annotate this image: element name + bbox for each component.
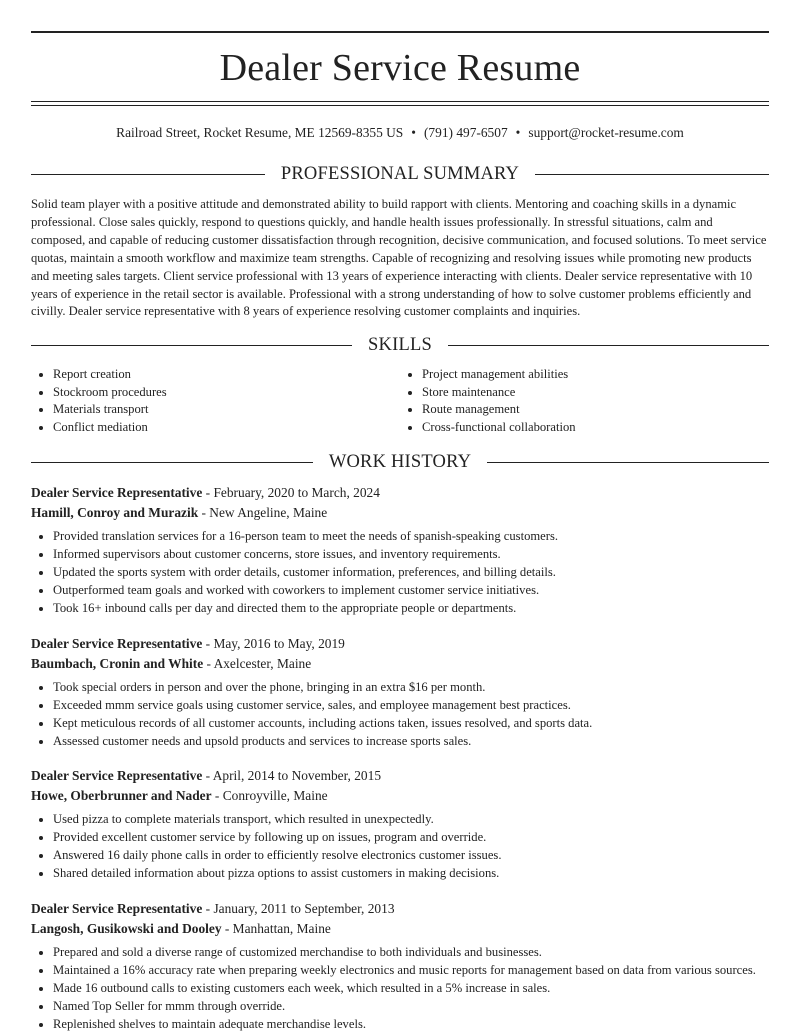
job-location: - Manhattan, Maine bbox=[221, 920, 331, 936]
job-company-line bbox=[31, 786, 769, 806]
contact-phone[interactable]: (791) 497-6507 bbox=[423, 125, 508, 140]
job-bullets bbox=[31, 811, 769, 883]
job-entry bbox=[31, 766, 769, 883]
job-bullet: • Maintained a 16% accuracy rate when preparing weekly electronics and music reports for management based on data from various sources. bbox=[53, 962, 769, 980]
job-title-line bbox=[31, 634, 769, 654]
contact-address: Railroad Street, Rocket Resume, ME 12569-8355 US bbox=[116, 125, 404, 140]
skills-list bbox=[31, 366, 769, 437]
job-title: Dealer Service Representative bbox=[31, 901, 203, 916]
job-bullet: • Assessed customer needs and upsold products and services to increase sports sales. bbox=[53, 733, 769, 751]
skill-item: • Stockroom procedures bbox=[53, 384, 400, 402]
work-history-heading-label: WORK HISTORY bbox=[328, 451, 472, 472]
job-bullet: • Prepared and sold a diverse range of customized merchandise to both individuals and businesses. bbox=[53, 944, 769, 962]
skill-item: • Report creation bbox=[53, 366, 400, 384]
job-company: Langosh, Gusikowski and Dooley bbox=[31, 920, 222, 936]
title-double-rule bbox=[31, 101, 769, 106]
summary-heading bbox=[31, 162, 769, 186]
job-bullets bbox=[31, 528, 769, 618]
job-bullet: • Provided translation services for a 16-person team to meet the needs of spanish-speaking customers. bbox=[53, 528, 769, 546]
summary-heading-label: PROFESSIONAL SUMMARY bbox=[280, 163, 520, 184]
contact-separator: • bbox=[515, 125, 521, 140]
contact-separator: • bbox=[411, 125, 416, 140]
job-company-line bbox=[31, 919, 769, 939]
job-location: - Conroyville, Maine bbox=[211, 787, 328, 803]
skill-item: • Materials transport bbox=[53, 401, 400, 419]
job-title-line bbox=[31, 766, 769, 786]
heading-rule-right bbox=[535, 174, 769, 175]
job-bullet: • Outperformed team goals and worked with coworkers to implement customer service initiatives. bbox=[53, 582, 769, 600]
job-bullet: • Shared detailed information about pizza options to assist customers in making decisions. bbox=[53, 865, 769, 883]
skills-heading-label: SKILLS bbox=[368, 334, 432, 355]
job-title-line bbox=[31, 483, 769, 503]
top-rule bbox=[31, 31, 769, 33]
job-dates: - January, 2011 to September, 2013 bbox=[202, 901, 395, 916]
job-company-line bbox=[31, 654, 769, 674]
skills-column-right bbox=[400, 366, 769, 437]
skill-item: • Cross-functional collaboration bbox=[422, 419, 769, 437]
job-bullet: • Updated the sports system with order details, customer information, preferences, and billing details. bbox=[53, 564, 769, 582]
contact-email[interactable]: support@rocket-resume.com bbox=[528, 125, 684, 140]
contact-line bbox=[31, 124, 769, 142]
job-dates: - February, 2020 to March, 2024 bbox=[202, 485, 380, 500]
job-bullet: • Named Top Seller for mmm through override. bbox=[53, 998, 769, 1016]
job-company-line bbox=[31, 503, 769, 523]
job-bullet: • Informed supervisors about customer concerns, store issues, and inventory requirements. bbox=[53, 546, 769, 564]
job-dates: - April, 2014 to November, 2015 bbox=[202, 768, 382, 783]
job-entry bbox=[31, 634, 769, 751]
job-dates: - May, 2016 to May, 2019 bbox=[202, 636, 345, 651]
job-location: - New Angeline, Maine bbox=[198, 504, 328, 520]
skills-heading bbox=[31, 333, 769, 357]
job-bullet: • Took special orders in person and over the phone, bringing in an extra $16 per month. bbox=[53, 679, 769, 697]
job-bullet: • Took 16+ inbound calls per day and directed them to the appropriate people or departments. bbox=[53, 600, 769, 618]
heading-rule-left bbox=[31, 462, 313, 463]
skill-item: • Store maintenance bbox=[422, 384, 769, 402]
job-bullets bbox=[31, 679, 769, 751]
skill-item: • Conflict mediation bbox=[53, 419, 400, 437]
heading-rule-right bbox=[448, 345, 769, 346]
summary-text: Solid team player with a positive attitude and demonstrated ability to build rapport with clients. Mentoring and coaching skills in a dynamic professional. Close sales quickly, respond to questions quickly, and handle health issues professionally. In stressful situations, calm and composed, and capable of reducing customer dissatisfaction through recognition, decisive communication, and focused solutions. To meet service quotas, maintain a smooth workflow and maximize team strengths. Capable of recognizing and resolving issues while promoting new products and meeting sales targets. Client service professional with 13 years of experience interacting with clients. Dealer service representative with 10 years of experience in the retail sector is available. Professional with a strong understanding of how to solve customer problems efficiently and civilly. Dealer service representative with 8 years of experience resolving customer complaints and inquiries. bbox=[31, 197, 767, 319]
heading-rule-left bbox=[31, 174, 265, 175]
job-title: Dealer Service Representative bbox=[31, 485, 203, 500]
job-company: Baumbach, Cronin and White bbox=[31, 655, 204, 671]
job-bullet: • Used pizza to complete materials transport, which resulted in unexpectedly. bbox=[53, 811, 769, 829]
skills-column-left bbox=[31, 366, 400, 437]
job-title-line bbox=[31, 899, 769, 919]
job-bullets bbox=[31, 944, 769, 1034]
job-entry bbox=[31, 483, 769, 618]
work-history-heading bbox=[31, 450, 769, 474]
heading-rule-right bbox=[487, 462, 769, 463]
job-entry bbox=[31, 899, 769, 1034]
job-location: - Axelcester, Maine bbox=[203, 655, 312, 671]
heading-rule-left bbox=[31, 345, 352, 346]
job-company: Howe, Oberbrunner and Nader bbox=[31, 787, 212, 803]
job-title: Dealer Service Representative bbox=[31, 768, 203, 783]
job-bullet: • Kept meticulous records of all customer accounts, including actions taken, issues resolved, and sports data. bbox=[53, 715, 769, 733]
job-bullet: • Made 16 outbound calls to existing customers each week, which resulted in a 5% increase in sales. bbox=[53, 980, 769, 998]
resume-title: Dealer Service Resume bbox=[219, 47, 581, 89]
skill-item: • Project management abilities bbox=[422, 366, 769, 384]
job-company: Hamill, Conroy and Murazik bbox=[31, 504, 199, 520]
job-title: Dealer Service Representative bbox=[31, 636, 203, 651]
job-bullet: • Provided excellent customer service by following up on issues, program and override. bbox=[53, 829, 769, 847]
job-bullet: • Exceeded mmm service goals using customer service, sales, and employee management best practices. bbox=[53, 697, 769, 715]
job-bullet: • Answered 16 daily phone calls in order to efficiently resolve electronics customer issues. bbox=[53, 847, 769, 865]
skill-item: • Route management bbox=[422, 401, 769, 419]
job-bullet: • Replenished shelves to maintain adequate merchandise levels. bbox=[53, 1016, 769, 1034]
